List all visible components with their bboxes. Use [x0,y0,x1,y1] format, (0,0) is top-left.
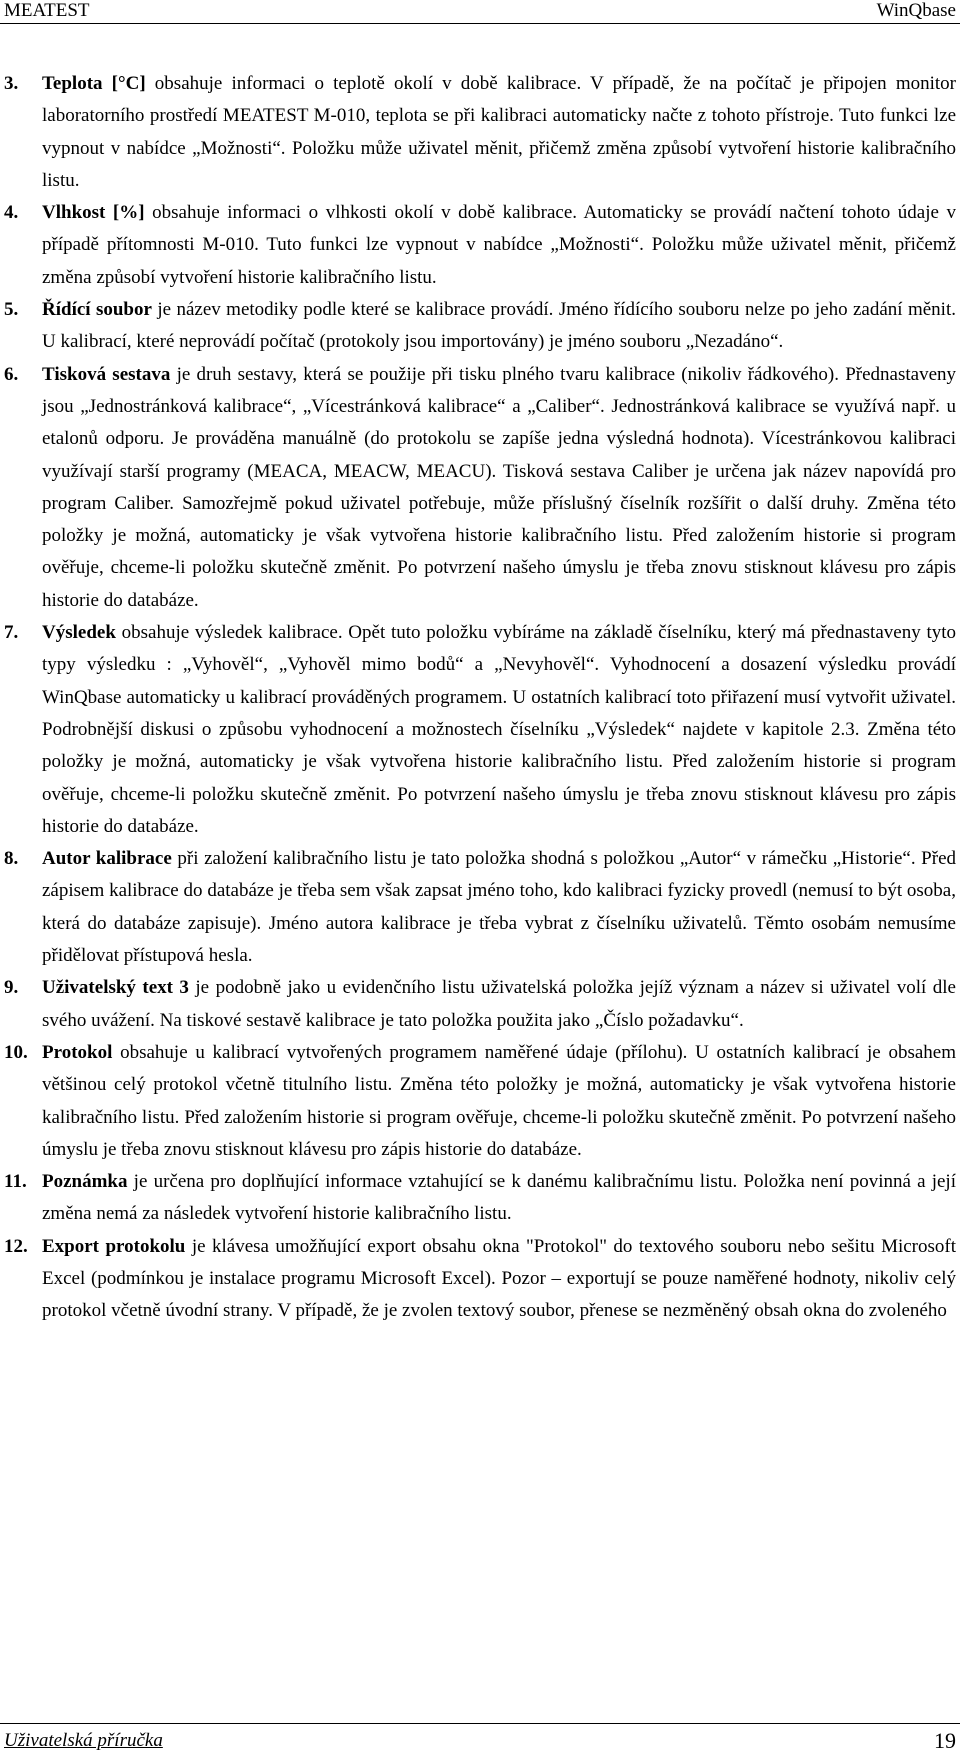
page-header [0,0,960,24]
item-number: 8. [4,848,19,870]
item-text [42,1037,956,1166]
item-text [42,843,956,972]
document-body [0,68,960,1328]
page-number: 19 [934,1728,956,1753]
header-product: WinQbase [876,0,956,21]
item-text [42,294,956,359]
list-item [0,1037,960,1166]
item-text [42,972,956,1037]
item-term: Poznámka [42,1171,128,1193]
list-item [0,197,960,294]
item-description: obsahuje výsledek kalibrace. Opět tuto položku vybíráme na základě číselníku, který má přednastaveny tyto typy výsledku : „Vyhověl“, „Vyhověl mimo bodů“ a „Nevyhověl“. Vyhodnocení a dosazení výsledku provádí WinQbase automaticky u kalibrací prováděných programem. U ostatních kalibrací toto přiřazení musí vytvořit uživatel. Podrobnější diskusi o způsobu vyhodnocení a možnostech číselníku „Výsledek“ najdete v kapitole 2.3. Změna této položky je možná, automaticky je však vytvořena historie kalibračního listu. Před založením historie si program ověřuje, chceme-li položku skutečně změnit. Po potvrzení našeho úmyslu je třeba znovu stisknout klávesu pro zápis historie do databáze. [42,622,956,837]
item-term: Protokol [42,1041,113,1063]
item-description: je určena pro doplňující informace vztahující se k danému kalibračnímu listu. Položka není povinná a její změna nemá za následek vytvoření historie kalibračního listu. [42,1171,956,1225]
item-number: 9. [4,977,19,999]
item-term: Tisková sestava [42,363,171,385]
item-term: Uživatelský text 3 [42,977,189,999]
item-term: Autor kalibrace [42,848,172,870]
item-term: Výsledek [42,622,116,644]
item-number: 4. [4,202,19,224]
item-term: Teplota [°C] [42,73,146,94]
item-description: je klávesa umožňující export obsahu okna "Protokol" do textového souboru nebo sešitu Microsoft Excel (podmínkou je instalace programu Microsoft Excel). Pozor – exportují se pouze naměřené hodnoty, nikoliv celý protokol včetně úvodní strany. V případě, že je zvolen textový soubor, přenese se nezměněný obsah okna do zvoleného [42,1235,956,1322]
item-number: 5. [4,299,19,321]
item-text [42,1166,956,1231]
item-description: při založení kalibračního listu je tato položka shodná s položkou „Autor“ v rámečku „Historie“. Před zápisem kalibrace do databáze je třeba sem však zapsat jméno toho, kdo kalibraci fyzicky provedl (nemusí to být osoba, která do databáze zapisuje). Jméno autora kalibrace je třeba vybrat z číselníku uživatelů. Těmto osobám nemusíme přidělovat přístupová hesla. [42,848,957,967]
footer-manual-title: Uživatelská příručka [4,1730,163,1751]
item-number: 6. [4,363,19,385]
item-text [42,617,956,843]
list-item [0,972,960,1037]
item-number: 3. [4,73,19,94]
list-item [0,294,960,359]
page-footer [0,1723,960,1761]
item-text [42,197,956,294]
header-company: MEATEST [4,0,90,21]
item-description: obsahuje u kalibrací vytvořených programem naměřené údaje (přílohu). U ostatních kalibrací je obsahem většinou celý protokol včetně titulního listu. Změna této položky je možná, automaticky je však vytvořena historie kalibračního listu. Před založením historie si program ověřuje, chceme-li položku skutečně změnit. Po potvrzení našeho úmyslu je třeba znovu stisknout klávesu pro zápis historie do databáze. [42,1041,956,1160]
item-number: 10. [4,1041,28,1063]
item-description: obsahuje informaci o teplotě okolí v době kalibrace. V případě, že na počítač je připojen monitor laboratorního prostředí MEATEST M-010, teplota se při kalibraci automaticky načte z tohoto přístroje. Tuto funkci lze vypnout v nabídce „Možnosti“. Položku může uživatel měnit, přičemž změna způsobí vytvoření historie kalibračního listu. [42,73,956,191]
item-description: je podobně jako u evidenčního listu uživatelská položka jejíž význam a název si uživatel volí dle svého uvážení. Na tiskové sestavě kalibrace je tato položka použita jako „Číslo požadavku“. [42,977,956,1031]
item-term: Export protokolu [42,1235,186,1257]
item-term: Vlhkost [%] [42,202,145,224]
item-description: je druh sestavy, která se použije při tisku plného tvaru kalibrace (nikoliv řádkového). Přednastaveny jsou „Jednostránková kalibrace“, „Vícestránková kalibrace“ a „Caliber“. Jednostránková kalibrace se využívá např. u etalonů odporu. Je prováděna manuálně (do protokolu se zapíše jedna výsledná hodnota). Vícestránkovou kalibraci využívají starší programy (MEACA, MEACW, MEACU). Tisková sestava Caliber je určena jak název napovídá pro program Caliber. Samozřejmě pokud uživatel potřebuje, může příslušný číselník rozšířit o další druhy. Změna této položky je možná, automaticky je však vytvořena historie kalibračního listu. Před založením historie si program ověřuje, chceme-li položku skutečně změnit. Po potvrzení našeho úmyslu je třeba znovu stisknout klávesu pro zápis historie do databáze. [42,363,956,611]
item-description: je název metodiky podle které se kalibrace provádí. Jméno řídícího souboru nelze po jeho zadání měnit. U kalibrací, které neprovádí počítač (protokoly jsou importovány) je jméno souboru „Nezadáno“. [42,299,956,353]
list-item [0,1231,960,1328]
list-item [0,68,960,197]
item-text [42,68,956,197]
item-text [42,1231,956,1328]
item-description: obsahuje informaci o vlhkosti okolí v době kalibrace. Automaticky se provádí načtení tohoto údaje v případě přítomnosti M-010. Tuto funkci lze vypnout v nabídce „Možnosti“. Položku může uživatel měnit, přičemž změna způsobí vytvoření historie kalibračního listu. [42,202,956,288]
list-item [0,843,960,972]
item-number: 12. [4,1235,28,1257]
item-term: Řídící soubor [42,299,152,321]
list-item [0,1166,960,1231]
item-number: 11. [4,1171,27,1193]
item-number: 7. [4,622,19,644]
list-item [0,359,960,617]
list-item [0,617,960,843]
item-text [42,359,956,617]
